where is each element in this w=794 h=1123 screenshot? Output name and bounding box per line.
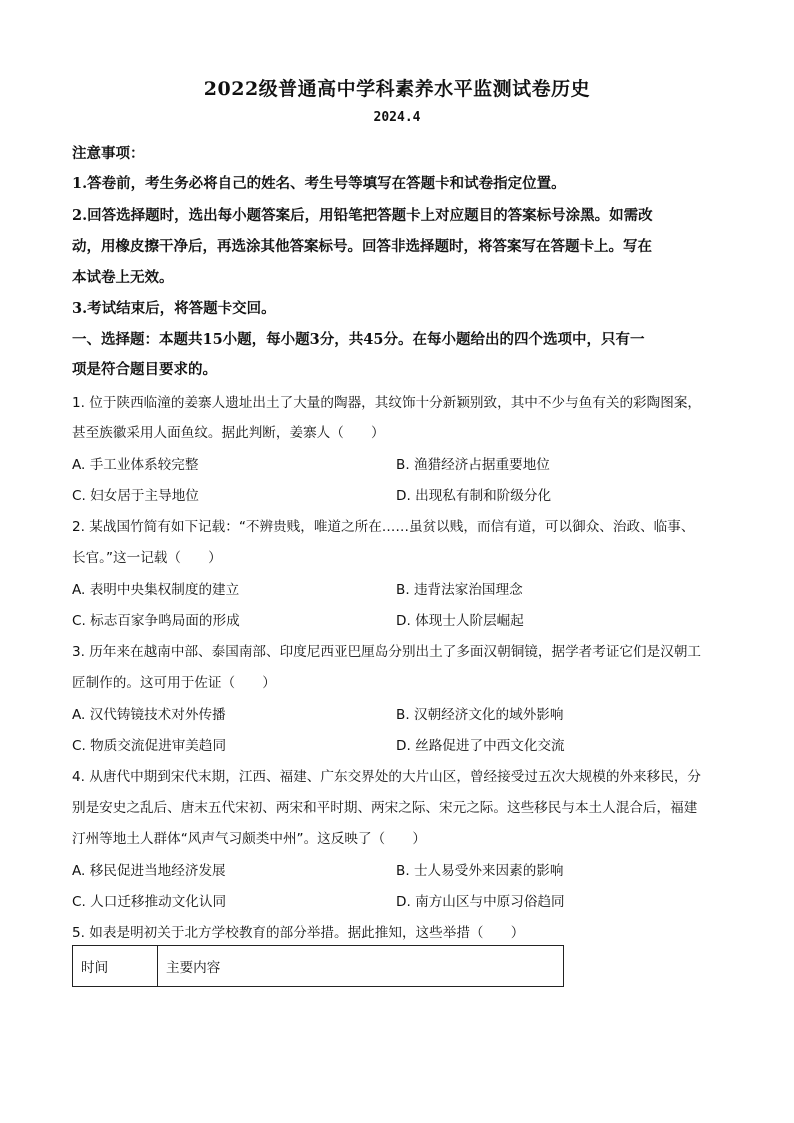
question-3-option-d: D. 丝路促进了中西文化交流	[396, 738, 565, 754]
question-2-option-a: A. 表明中央集权制度的建立	[72, 582, 240, 598]
table-header-row	[73, 946, 564, 987]
question-2-stem-cont: 长官。”这一记载（ ）	[72, 550, 222, 566]
question-1-option-d: D. 出现私有制和阶级分化	[396, 488, 552, 504]
exam-date: 2024.4	[373, 110, 421, 125]
question-3-option-c: C. 物质交流促进审美趋同	[72, 738, 227, 754]
question-4-option-c: C. 人口迁移推动文化认同	[72, 894, 227, 910]
table-header-time: 时间	[73, 946, 158, 987]
question-4-stem-end: 汀州等地土人群体“风声气习颇类中州”。这反映了（ ）	[72, 831, 426, 847]
question-3-stem-cont: 匠制作的。这可用于佐证（ ）	[72, 675, 276, 691]
question-1-stem: 1. 位于陕西临潼的姜寨人遗址出土了大量的陶器，其纹饰十分新颖别致，其中不少与鱼有关的彩陶图案，	[72, 395, 702, 411]
question-4-option-d: D. 南方山区与中原习俗趋同	[396, 894, 565, 910]
question-4-stem: 4. 从唐代中期到宋代末期，江西、福建、广东交界处的大片山区，曾经接受过五次大规模的外来移民，分	[72, 769, 702, 785]
question-4-option-a: A. 移民促进当地经济发展	[72, 863, 226, 879]
notice-item-2-end: 本试卷上无效。	[72, 269, 174, 286]
question-3-stem: 3. 历年来在越南中部、泰国南部、印度尼西亚巴厘岛分别出土了多面汉朝铜镜，据学者考证它们是汉朝工	[72, 644, 702, 660]
section-heading: 一、选择题：本题共15小题，每小题3分，共45分。在每小题给出的四个选项中，只有一	[72, 331, 645, 348]
question-3-option-b: B. 汉朝经济文化的域外影响	[396, 707, 564, 723]
question-4-stem-cont: 别是安史之乱后、唐末五代宋初、两宋和平时期、两宋之际、宋元之际。这些移民与本土人混合后，福建	[72, 800, 698, 816]
question-3-option-a: A. 汉代铸镜技术对外传播	[72, 707, 226, 723]
notice-item-1: 1.答卷前，考生务必将自己的姓名、考生号等填写在答题卡和试卷指定位置。	[72, 175, 566, 192]
question-5-table	[72, 945, 564, 987]
question-2-option-b: B. 违背法家治国理念	[396, 582, 523, 598]
section-heading-cont: 项是符合题目要求的。	[72, 361, 217, 378]
question-1-option-a: A. 手工业体系较完整	[72, 457, 199, 473]
exam-title: 2022级普通高中学科素养水平监测试卷历史	[203, 78, 591, 100]
question-2-option-d: D. 体现士人阶层崛起	[396, 613, 524, 629]
question-1-option-b: B. 渔猎经济占据重要地位	[396, 457, 550, 473]
question-1-stem-cont: 甚至族徽采用人面鱼纹。据此判断，姜寨人（ ）	[72, 425, 385, 441]
notice-item-2: 2.回答选择题时，选出每小题答案后，用铅笔把答题卡上对应题目的答案标号涂黑。如需改	[72, 207, 653, 224]
question-4-option-b: B. 士人易受外来因素的影响	[396, 863, 564, 879]
notice-item-3: 3.考试结束后，将答题卡交回。	[72, 300, 276, 317]
question-1-option-c: C. 妇女居于主导地位	[72, 488, 199, 504]
notice-heading: 注意事项：	[72, 145, 145, 162]
question-2-stem: 2. 某战国竹简有如下记载：“不辨贵贱，唯道之所在……虽贫以贱，而信有道，可以御众、治政、临事、	[72, 519, 695, 535]
table-header-content: 主要内容	[158, 946, 564, 987]
notice-item-2-cont: 动，用橡皮擦干净后，再选涂其他答案标号。回答非选择题时，将答案写在答题卡上。写在	[72, 238, 652, 255]
question-2-option-c: C. 标志百家争鸣局面的形成	[72, 613, 240, 629]
question-5-stem: 5. 如表是明初关于北方学校教育的部分举措。据此推知，这些举措（ ）	[72, 925, 525, 941]
